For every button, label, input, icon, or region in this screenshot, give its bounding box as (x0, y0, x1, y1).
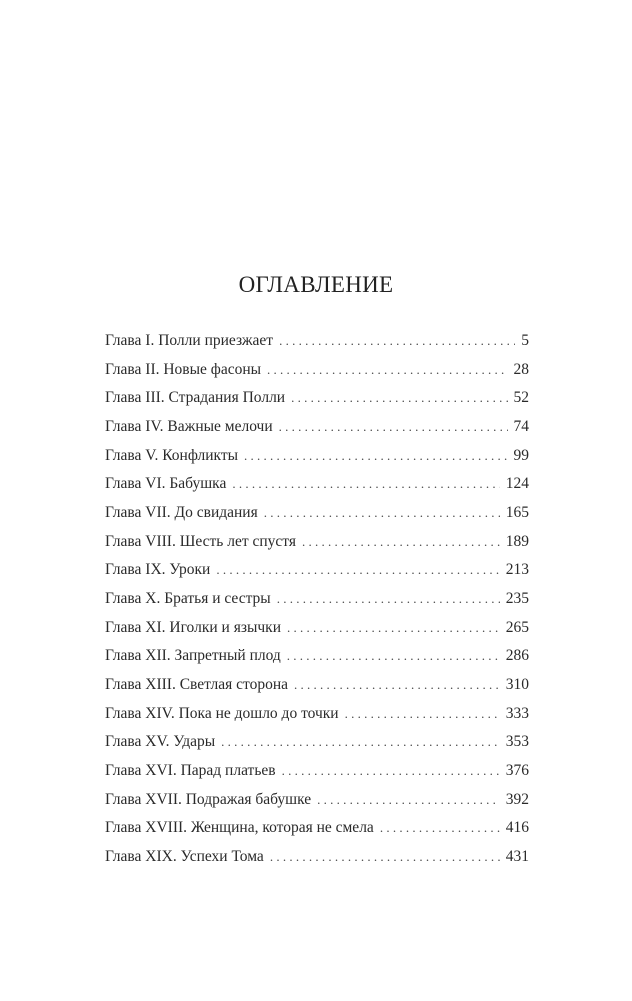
toc-entry[interactable] (105, 585, 529, 614)
toc-entry-page: 286 (505, 647, 529, 665)
dot-leader (277, 585, 500, 614)
toc-entry-label: Глава XI. Иголки и язычки (105, 618, 281, 636)
toc-entry-page: 5 (521, 332, 529, 349)
toc-entry-label: Глава IX. Уроки (105, 561, 211, 579)
toc-entry[interactable] (105, 470, 529, 499)
toc-entry-label: Глава XIV. Пока не дошло до точки (105, 704, 339, 722)
toc-entry-page: 333 (505, 704, 529, 722)
dot-leader (221, 728, 500, 757)
toc-entry-label: Глава I. Полли приезжает (105, 332, 274, 349)
toc-entry-label: Глава V. Конфликты (105, 446, 239, 464)
dot-leader (291, 384, 507, 413)
dot-leader (244, 442, 507, 471)
toc-entry[interactable] (105, 700, 529, 729)
toc-entry-label: Глава X. Братья и сестры (105, 589, 271, 607)
toc-entry[interactable] (105, 728, 529, 757)
toc-entry[interactable] (105, 327, 529, 356)
dot-leader (317, 786, 500, 815)
toc-entry[interactable] (105, 786, 529, 815)
dot-leader (282, 757, 500, 786)
toc-entry-page: 392 (505, 790, 529, 808)
toc-entry[interactable] (105, 814, 529, 843)
toc-entry-label: Глава VI. Бабушка (105, 475, 227, 493)
dot-leader (294, 671, 500, 700)
toc-entry[interactable] (105, 528, 529, 557)
page-title: ОГЛАВЛЕНИЕ (238, 272, 394, 297)
dot-leader (267, 356, 507, 385)
toc-entry-page: 165 (505, 503, 529, 521)
toc-entry-page: 235 (505, 589, 529, 607)
toc-entry-label: Глава XVI. Парад платьев (105, 761, 276, 779)
toc-entry-label: Глава XVIII. Женщина, которая не смела (105, 819, 374, 837)
toc-entry[interactable] (105, 614, 529, 643)
dot-leader (302, 528, 500, 557)
toc-entry[interactable] (105, 356, 529, 385)
toc-entry-page: 99 (513, 446, 529, 464)
toc-entry-label: Глава VIII. Шесть лет спустя (105, 532, 296, 550)
toc-entry-page: 124 (505, 475, 529, 493)
dot-leader (279, 327, 515, 356)
toc-entry[interactable] (105, 757, 529, 786)
dot-leader (264, 499, 500, 528)
toc-entry[interactable] (105, 413, 529, 442)
toc-entry-label: Глава XV. Удары (105, 733, 216, 751)
toc-entry-label: Глава III. Страдания Полли (105, 389, 286, 407)
toc-entry[interactable] (105, 556, 529, 585)
toc-entry-label: Глава XIX. Успехи Тома (105, 847, 264, 865)
toc-entry[interactable] (105, 384, 529, 413)
toc-entry-page: 416 (505, 819, 529, 837)
toc-entry-page: 213 (505, 561, 529, 579)
toc-entry-label: Глава VII. До свидания (105, 503, 258, 521)
toc-entry[interactable] (105, 499, 529, 528)
toc-entry-page: 353 (505, 733, 529, 751)
toc-entry-page: 74 (513, 417, 529, 435)
toc-entry[interactable] (105, 442, 529, 471)
dot-leader (279, 413, 508, 442)
toc-entry-page: 265 (505, 618, 529, 636)
toc-entry[interactable] (105, 843, 529, 872)
toc-entry-label: Глава XIII. Светлая сторона (105, 675, 289, 693)
toc-entry-page: 189 (505, 532, 529, 550)
dot-leader (287, 614, 500, 643)
toc-entry-page: 28 (513, 360, 529, 378)
toc-entry[interactable] (105, 642, 529, 671)
toc-entry-page: 52 (513, 389, 529, 407)
table-of-contents (105, 327, 529, 871)
dot-leader (380, 814, 500, 843)
toc-entry-label: Глава II. Новые фасоны (105, 360, 262, 378)
toc-entry-page: 431 (505, 847, 529, 865)
toc-entry-page: 376 (505, 761, 529, 779)
toc-entry-label: Глава XII. Запретный плод (105, 647, 281, 665)
toc-entry-page: 310 (505, 675, 529, 693)
dot-leader (216, 556, 499, 585)
dot-leader (232, 470, 499, 499)
toc-entry-label: Глава IV. Важные мелочи (105, 417, 273, 435)
dot-leader (270, 843, 500, 872)
toc-entry-label: Глава XVII. Подражая бабушке (105, 790, 312, 808)
dot-leader (287, 642, 500, 671)
dot-leader (345, 700, 500, 729)
toc-entry[interactable] (105, 671, 529, 700)
